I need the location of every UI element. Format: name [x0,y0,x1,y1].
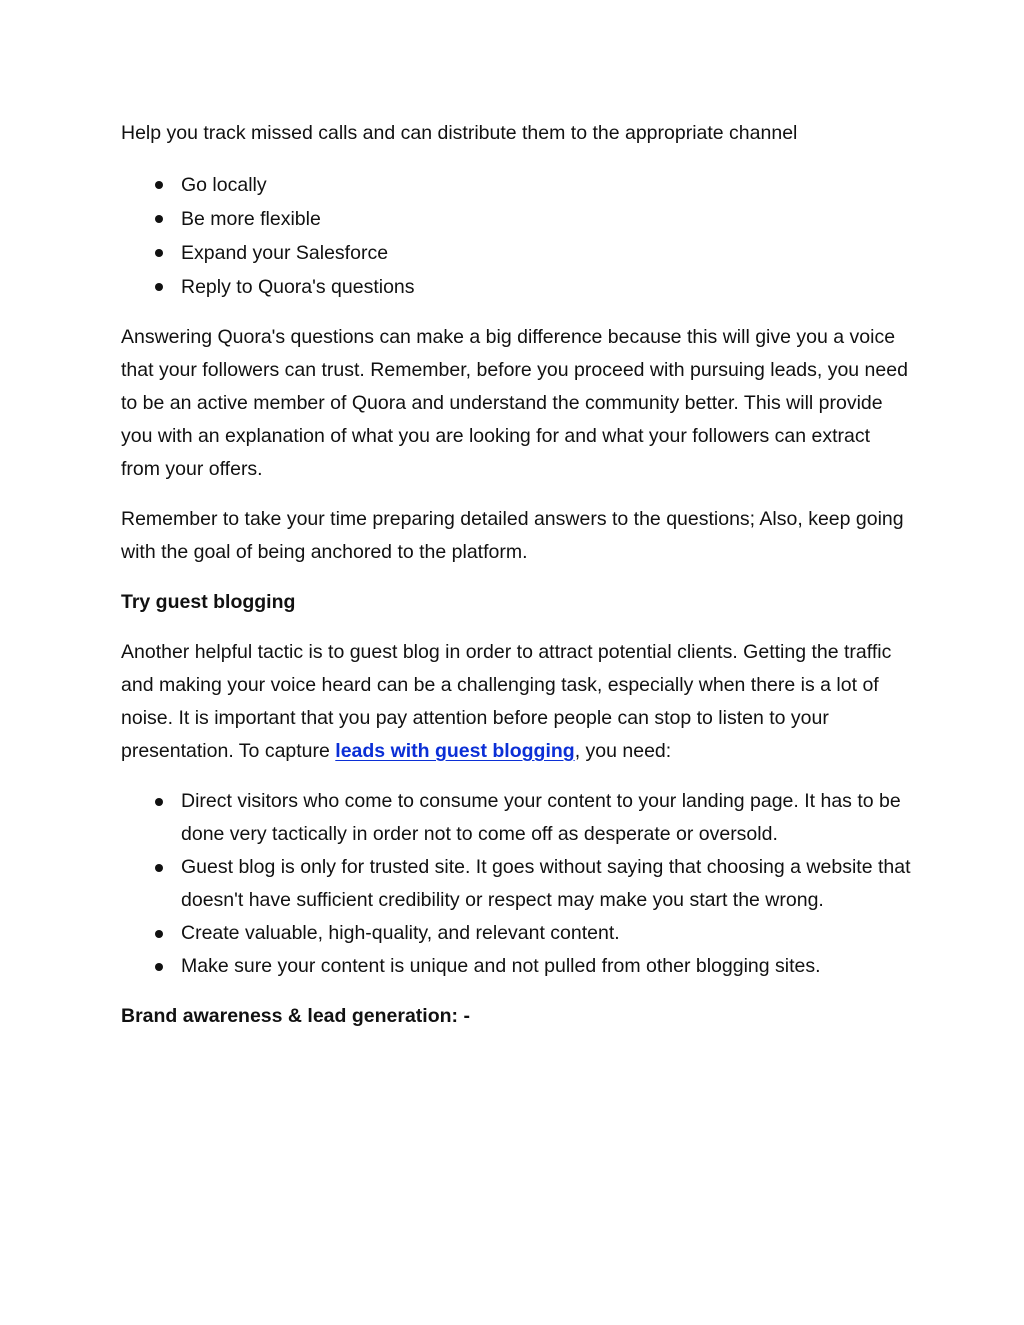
bullet-icon [155,864,163,872]
list-item [121,950,911,983]
document-body [121,117,911,1050]
list-item-text: Create valuable, high-quality, and relevant content. [181,922,620,944]
intro-paragraph: Help you track missed calls and can distribute them to the appropriate channel [121,122,798,144]
list-item [121,851,911,917]
bullet-icon [155,249,163,257]
bullet-icon [155,181,163,189]
guest-paragraph-text-end: , you need: [574,740,672,762]
bullet-icon [155,963,163,971]
bullet-icon [155,930,163,938]
list-item [121,236,911,270]
bullet-icon [155,798,163,806]
remember-paragraph: Remember to take your time preparing detailed answers to the questions; Also, keep going with the goal of being anchored to the platform. [121,508,904,563]
heading-guest-blogging: Try guest blogging [121,591,296,613]
bullet-icon [155,215,163,223]
guest-blogging-list [121,785,911,983]
list-item [121,785,911,851]
list-item-text: Go locally [181,174,267,196]
list-item-text: Reply to Quora's questions [181,276,415,298]
list-item-text: Make sure your content is unique and not pulled from other blogging sites. [181,955,821,977]
quora-paragraph: Answering Quora's questions can make a big difference because this will give you a voice that your followers can trust. Remember, before you proceed with pursuing leads, you need to be an active member of Quora and understand the community better. This will provide you with an explanation of what you are looking for and what your followers can extract from your offers. [121,326,908,480]
tips-list [121,168,911,304]
bullet-icon [155,283,163,291]
guest-paragraph-text: Another helpful tactic is to guest blog in order to attract potential clients. Getting the traffic and making your voice heard can be a challenging task, especially when there is a lot of noise. It is important that you pay attention before people can stop to listen to your presentation. To capture [121,641,892,762]
list-item [121,168,911,202]
list-item [121,202,911,236]
leads-with-guest-blogging-link[interactable]: leads with guest blogging [335,740,575,762]
list-item-text: Guest blog is only for trusted site. It goes without saying that choosing a website that doesn't have sufficient credibility or respect may make you start the wrong. [181,856,911,911]
list-item [121,270,911,304]
list-item-text: Be more flexible [181,208,321,230]
list-item [121,917,911,950]
list-item-text: Expand your Salesforce [181,242,389,264]
list-item-text: Direct visitors who come to consume your content to your landing page. It has to be done very tactically in order not to come off as desperate or oversold. [181,790,901,845]
guest-blogging-paragraph [121,636,911,768]
heading-brand-awareness: Brand awareness & lead generation: - [121,1005,470,1027]
